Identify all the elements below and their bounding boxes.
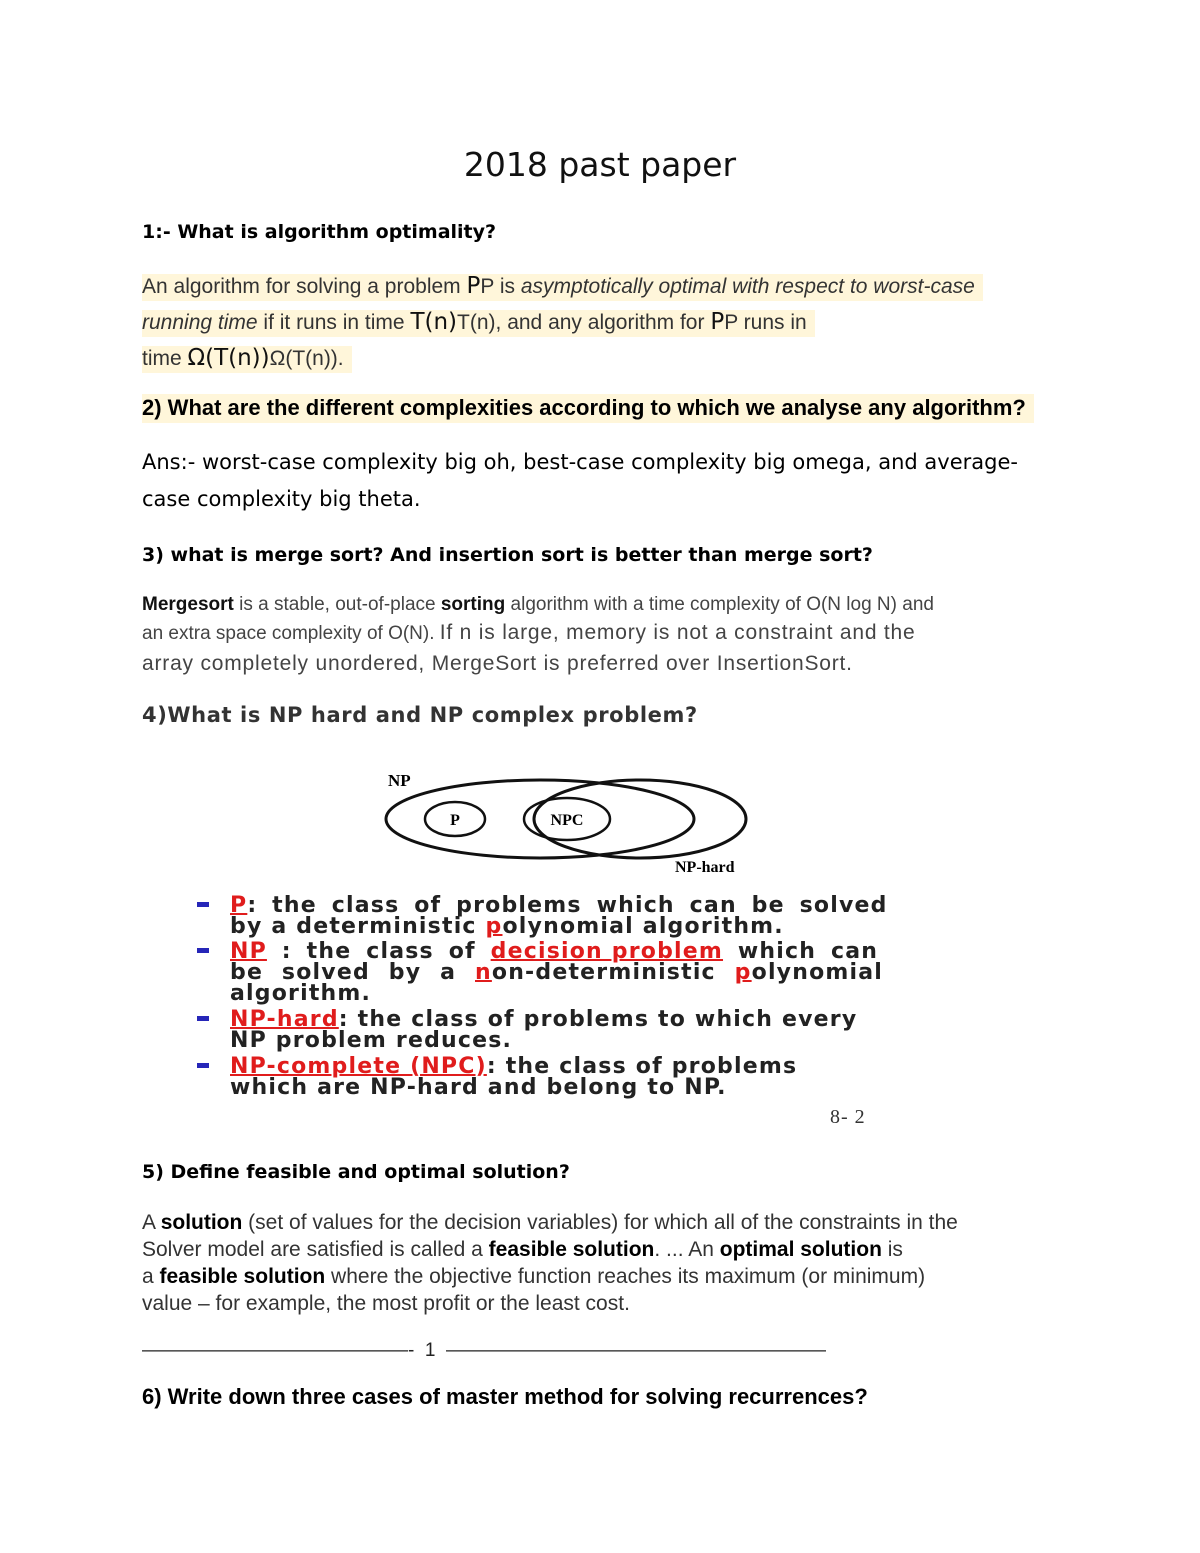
question-6: 6) Write down three cases of master method for solving recurrences? xyxy=(142,1384,868,1409)
q3-text: an extra space complexity of O(N). xyxy=(142,623,440,644)
q5-answer-line-2 xyxy=(142,1236,903,1263)
npc-label: NPC xyxy=(550,812,584,829)
q5-text: (set of values for the decision variables) for which all of the constraints in the xyxy=(242,1211,958,1234)
question-3: 3) what is merge sort? And insertion sort is better than merge sort? xyxy=(142,544,873,566)
slide-number: 8- 2 xyxy=(830,1106,866,1128)
q3-text: algorithm with a time complexity of O(N log N) and xyxy=(505,594,934,615)
page-title: 2018 past paper xyxy=(463,145,737,184)
definition-np xyxy=(230,941,878,962)
q1-answer-line-1 xyxy=(142,268,983,305)
q3-bold-term: sorting xyxy=(440,594,506,615)
q5-answer-line-1 xyxy=(142,1209,958,1236)
definition-text: olynomial algorithm. xyxy=(502,914,784,939)
term-np-complete: NP-complete (NPC) xyxy=(230,1054,487,1079)
question-2 xyxy=(142,395,1034,421)
p-label: P xyxy=(450,812,460,829)
definition-text: which can xyxy=(723,939,879,964)
bullet-marker xyxy=(197,948,209,953)
definition-text: be solved by a xyxy=(230,960,475,985)
q5-text: . ... An xyxy=(654,1238,720,1261)
q5-bold-term: feasible solution xyxy=(159,1265,326,1288)
np-venn-diagram xyxy=(370,765,790,880)
np-ellipse xyxy=(386,780,694,858)
term-np-hard: NP-hard xyxy=(230,1007,339,1032)
emphasis-letter: p xyxy=(734,960,752,985)
np-hard-label: NP-hard xyxy=(675,859,735,876)
q5-text: Solver model are satisfied is called a xyxy=(142,1238,489,1261)
q1-text: An algorithm for solving a problem xyxy=(142,275,467,298)
definition-np-hard-line-2: NP problem reduces. xyxy=(230,1028,513,1053)
q1-answer-line-2 xyxy=(142,304,815,341)
q5-text: is xyxy=(881,1238,903,1261)
bullet-marker xyxy=(197,1016,209,1021)
q2-answer-line-1: Ans:- worst-case complexity big oh, best-case complexity big omega, and average- xyxy=(142,450,1018,474)
q5-text: a xyxy=(142,1265,160,1288)
definition-text: on-deterministic xyxy=(491,960,735,985)
q1-text: P is xyxy=(480,275,521,298)
q5-answer-line-4: value – for example, the most profit or the least cost. xyxy=(142,1292,630,1315)
q5-answer-line-3 xyxy=(142,1263,925,1290)
q1-answer-line-3 xyxy=(142,340,352,377)
bullet-marker xyxy=(197,902,209,907)
q1-p-symbol: P xyxy=(710,309,725,335)
question-5: 5) Define feasible and optimal solution? xyxy=(142,1161,570,1183)
q5-text: A xyxy=(142,1211,161,1234)
q3-answer-line-3 xyxy=(142,652,853,676)
definition-np-line-3: algorithm. xyxy=(230,981,372,1006)
np-definitions-list xyxy=(230,895,990,1125)
q1-emphasis: running time xyxy=(142,311,258,334)
term-p: P xyxy=(230,893,248,918)
q5-bold-term: optimal solution xyxy=(719,1238,882,1261)
definition-np-line-2 xyxy=(230,962,883,983)
emphasis-letter: n xyxy=(475,960,492,985)
q2-answer-line-2: case complexity big theta. xyxy=(142,487,421,511)
question-1: 1:- What is algorithm optimality? xyxy=(142,221,497,243)
definition-text: olynomial xyxy=(751,960,884,985)
q1-text: T(n), and any algorithm for xyxy=(457,311,711,334)
definition-text: : the class of problems which can be solved xyxy=(247,893,888,918)
q1-emphasis: asymptotically optimal with respect to worst-case xyxy=(520,275,975,298)
q3-text: If n is large, memory is not a constraint and the xyxy=(439,621,916,644)
definition-np-complete xyxy=(230,1056,797,1077)
q3-answer-line-2 xyxy=(142,621,916,645)
q5-bold-term: solution xyxy=(160,1211,243,1234)
page-separator: ——————————————- 1 ———————————————————— xyxy=(142,1340,827,1361)
question-4: 4)What is NP hard and NP complex problem? xyxy=(142,703,698,727)
q1-tn-symbol: T(n) xyxy=(410,309,458,335)
q3-text: is a stable, out-of-place xyxy=(233,594,441,615)
q1-text: P runs in xyxy=(724,311,807,334)
q3-answer-line-1 xyxy=(142,594,934,616)
q5-bold-term: feasible solution xyxy=(488,1238,655,1261)
definition-np-hard xyxy=(230,1009,857,1030)
np-label: NP xyxy=(388,771,411,790)
q1-p-symbol: P xyxy=(466,273,481,299)
emphasis-letter: p xyxy=(485,914,503,939)
q5-text: where the objective function reaches its maximum (or minimum) xyxy=(325,1265,926,1288)
definition-p xyxy=(230,895,888,916)
term-decision-problem: decision problem xyxy=(490,939,724,964)
q3-text: array completely unordered, MergeSort is preferred over InsertionSort. xyxy=(142,652,853,675)
definition-p-line-2 xyxy=(230,916,784,937)
q1-omega-symbol: Ω(T(n)) xyxy=(187,345,270,371)
question-2-text: 2) What are the different complexities according to which we analyse any algorithm? xyxy=(142,394,1034,423)
bullet-marker xyxy=(197,1063,209,1068)
q3-bold-term: Mergesort xyxy=(142,594,234,615)
definition-text: by a deterministic xyxy=(230,914,486,939)
definition-text: : the class of problems to which every xyxy=(338,1007,858,1032)
q1-text: Ω(T(n)). xyxy=(269,347,344,370)
definition-text: : the class of problems xyxy=(486,1054,798,1079)
q1-text: time xyxy=(142,347,188,370)
definition-text: : the class of xyxy=(266,939,491,964)
definition-np-complete-line-2: which are NP-hard and belong to NP. xyxy=(230,1075,727,1100)
q1-text: if it runs in time xyxy=(257,311,411,334)
term-np: NP xyxy=(230,939,267,964)
